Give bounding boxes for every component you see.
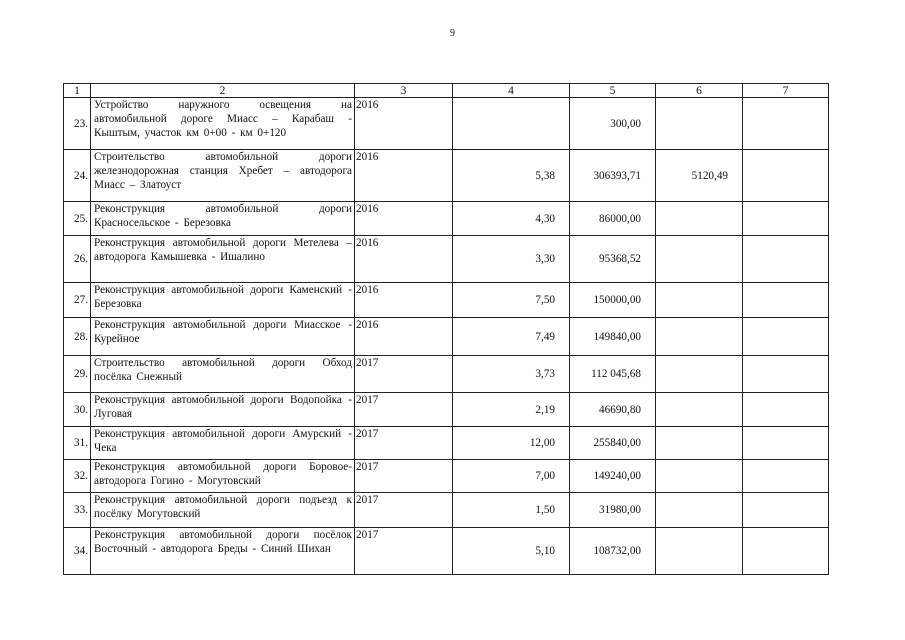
project-name: Реконструкция автомобильной дороги Метелева – автодорога Камышевка - Ишалино <box>91 236 355 283</box>
cost-total: 86000,00 <box>570 202 656 236</box>
cost-col7 <box>743 528 829 575</box>
project-name: Реконструкция автомобильной дороги Каменский - Березовка <box>91 283 355 318</box>
cost-col7 <box>743 493 829 528</box>
cost-col7 <box>743 236 829 283</box>
length-km: 5,38 <box>453 150 570 202</box>
project-name: Реконструкция автомобильной дороги Водопойка - Луговая <box>91 393 355 427</box>
cost-col7 <box>743 318 829 356</box>
project-year: 2017 <box>355 427 453 460</box>
length-km: 7,50 <box>453 283 570 318</box>
table-row <box>64 393 829 427</box>
row-number: 27. <box>64 283 91 318</box>
cost-col6 <box>656 460 743 493</box>
length-km <box>453 98 570 150</box>
row-number: 23. <box>64 98 91 150</box>
cost-col6 <box>656 202 743 236</box>
project-name: Строительство автомобильной дороги Обход посёлка Снежный <box>91 356 355 393</box>
row-number: 32. <box>64 460 91 493</box>
length-km: 1,50 <box>453 493 570 528</box>
table-row <box>64 427 829 460</box>
cost-col6 <box>656 393 743 427</box>
cost-col6: 5120,49 <box>656 150 743 202</box>
cost-total: 108732,00 <box>570 528 656 575</box>
column-header: 1 <box>64 84 91 98</box>
row-number: 26. <box>64 236 91 283</box>
table-row <box>64 356 829 393</box>
length-km: 5,10 <box>453 528 570 575</box>
project-year: 2017 <box>355 356 453 393</box>
row-number: 30. <box>64 393 91 427</box>
cost-col7 <box>743 356 829 393</box>
cost-col7 <box>743 427 829 460</box>
project-year: 2017 <box>355 393 453 427</box>
table-row <box>64 150 829 202</box>
table-row <box>64 283 829 318</box>
cost-total: 149840,00 <box>570 318 656 356</box>
project-year: 2016 <box>355 283 453 318</box>
cost-total: 149240,00 <box>570 460 656 493</box>
length-km: 3,73 <box>453 356 570 393</box>
column-header: 2 <box>91 84 355 98</box>
row-number: 29. <box>64 356 91 393</box>
cost-col7 <box>743 98 829 150</box>
column-header: 3 <box>355 84 453 98</box>
row-number: 34. <box>64 528 91 575</box>
cost-col7 <box>743 393 829 427</box>
project-name: Реконструкция автомобильной дороги подъезд к посёлку Могутовский <box>91 493 355 528</box>
column-header: 5 <box>570 84 656 98</box>
project-name: Реконструкция автомобильной дороги Амурский - Чека <box>91 427 355 460</box>
column-header: 4 <box>453 84 570 98</box>
table-row <box>64 236 829 283</box>
project-year: 2016 <box>355 236 453 283</box>
project-year: 2017 <box>355 493 453 528</box>
cost-col6 <box>656 356 743 393</box>
row-number: 31. <box>64 427 91 460</box>
cost-total: 31980,00 <box>570 493 656 528</box>
project-name: Реконструкция автомобильной дороги Миасское - Курейное <box>91 318 355 356</box>
project-name: Реконструкция автомобильной дороги посёлок Восточный - автодорога Бреды - Синий Шихан <box>91 528 355 575</box>
length-km: 2,19 <box>453 393 570 427</box>
project-year: 2017 <box>355 528 453 575</box>
table-row <box>64 528 829 575</box>
table-row <box>64 98 829 150</box>
cost-col7 <box>743 283 829 318</box>
cost-col6 <box>656 236 743 283</box>
cost-col7 <box>743 150 829 202</box>
length-km: 7,49 <box>453 318 570 356</box>
cost-col6 <box>656 427 743 460</box>
cost-total: 306393,71 <box>570 150 656 202</box>
cost-total: 300,00 <box>570 98 656 150</box>
cost-col6 <box>656 528 743 575</box>
table-row <box>64 202 829 236</box>
project-year: 2017 <box>355 460 453 493</box>
road-works-table <box>63 83 829 575</box>
row-number: 24. <box>64 150 91 202</box>
project-name: Устройство наружного освещения на автомобильной дороге Миасс – Карабаш - Кыштым, участок км 0+00 - км 0+120 <box>91 98 355 150</box>
page-number: 9 <box>450 28 455 39</box>
length-km: 4,30 <box>453 202 570 236</box>
column-header: 7 <box>743 84 829 98</box>
project-name: Строительство автомобильной дороги железнодорожная станция Хребет – автодорога Миасс – Златоуст <box>91 150 355 202</box>
cost-col7 <box>743 460 829 493</box>
row-number: 33. <box>64 493 91 528</box>
cost-total: 255840,00 <box>570 427 656 460</box>
cost-col7 <box>743 202 829 236</box>
length-km: 12,00 <box>453 427 570 460</box>
project-year: 2016 <box>355 202 453 236</box>
cost-col6 <box>656 98 743 150</box>
cost-total: 112 045,68 <box>570 356 656 393</box>
row-number: 25. <box>64 202 91 236</box>
project-year: 2016 <box>355 150 453 202</box>
table-row <box>64 460 829 493</box>
length-km: 3,30 <box>453 236 570 283</box>
cost-col6 <box>656 318 743 356</box>
length-km: 7,00 <box>453 460 570 493</box>
project-name: Реконструкция автомобильной дороги Боровое-автодорога Гогино - Могутовский <box>91 460 355 493</box>
table-row <box>64 493 829 528</box>
project-year: 2016 <box>355 318 453 356</box>
table-header-row <box>64 84 829 98</box>
cost-total: 95368,52 <box>570 236 656 283</box>
column-header: 6 <box>656 84 743 98</box>
table-row <box>64 318 829 356</box>
project-year: 2016 <box>355 98 453 150</box>
row-number: 28. <box>64 318 91 356</box>
cost-total: 150000,00 <box>570 283 656 318</box>
project-name: Реконструкция автомобильной дороги Красносельское - Березовка <box>91 202 355 236</box>
cost-col6 <box>656 493 743 528</box>
cost-col6 <box>656 283 743 318</box>
cost-total: 46690,80 <box>570 393 656 427</box>
